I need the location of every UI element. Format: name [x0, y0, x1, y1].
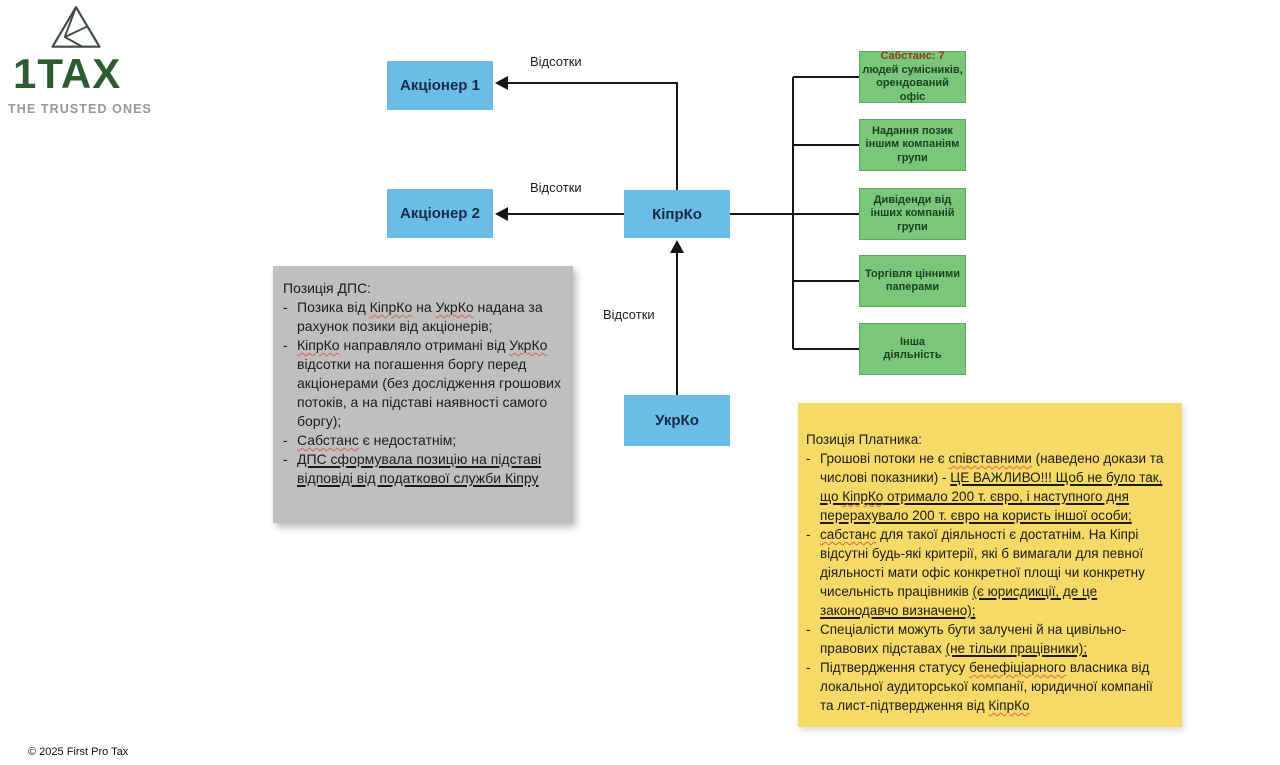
- note-payer-position: [798, 403, 1182, 727]
- arrowhead-to-shareholder2: [495, 207, 508, 221]
- note-dps-bullets: [283, 298, 567, 488]
- dps-bullet: - Сабстанс є недостатнім;: [283, 431, 567, 450]
- brand-name: 1TAX: [13, 50, 122, 97]
- edge-label-interest-middle: Відсотки: [530, 180, 582, 195]
- payer-bullet: - сабстанс для такої діяльності є достатнім. На Кіпрі відсутні будь-які критерії, які б вимагали для певної діяльності мати офіс конкретної площі чи конкретну чисельність працівників (є юрисдикції, де це законодавчо визначено);: [806, 525, 1170, 620]
- node-cyprusco: [624, 190, 730, 238]
- activity-substance-label: Сабстанс: 7 людей сумісників, орендований офіс: [862, 50, 963, 103]
- note-dps-position: [273, 266, 573, 523]
- activity-securities-label: Торгівля цінними паперами: [865, 267, 960, 293]
- dps-bullet: - КіпрКо направляло отримані від УкрКо відсотки на погашення боргу перед акціонерами (без дослідження грошових потоків, а на підставі наявності самого боргу);: [283, 336, 567, 431]
- activity-loans-label: Надання позик іншим компаніям групи: [865, 124, 960, 164]
- node-shareholder1: [387, 61, 493, 110]
- arrowhead-to-shareholder1: [495, 76, 508, 90]
- note-payer-title: Позиція Платника:: [806, 432, 923, 447]
- activity-dividends-label: Дивіденди від інших компаній групи: [870, 193, 955, 233]
- activity-other-label: Інша діяльність: [883, 335, 942, 361]
- bullet-dash: [806, 449, 820, 525]
- edge-label-interest-top: Відсотки: [530, 54, 582, 69]
- bullet-dash: [283, 298, 297, 336]
- node-ukrco: [624, 395, 730, 446]
- bullet-dash: [283, 336, 297, 431]
- dps-bullet: - Позика від КіпрКо на УкрКо надана за рахунок позики від акціонерів;: [283, 298, 567, 336]
- edge-label-interest-vertical: Відсотки: [603, 307, 655, 322]
- node-ukrco-label: УкрКо: [655, 412, 699, 429]
- note-dps-title: Позиція ДПС:: [283, 280, 372, 296]
- bullet-dash: [806, 525, 820, 620]
- dps-bullet: - ДПС сформувала позицію на підставі відповіді від податкової служби Кіпру: [283, 450, 567, 488]
- activity-securities: [859, 255, 966, 307]
- payer-bullet: - Спеціалісти можуть бути залучені й на цивільно-правових підставах (не тільки працівники);: [806, 620, 1170, 658]
- triangle-logo-icon: [49, 4, 103, 51]
- activity-substance: [859, 51, 966, 103]
- brand-tagline: THE TRUSTED ONES: [8, 102, 152, 116]
- note-payer-bullets: [806, 449, 1170, 715]
- bullet-dash: [806, 658, 820, 715]
- node-shareholder2: [387, 189, 493, 238]
- node-shareholder1-label: Акціонер 1: [400, 77, 480, 94]
- activity-other: [859, 323, 966, 375]
- bullet-dash: [283, 431, 297, 450]
- bullet-dash: [806, 620, 820, 658]
- node-cyprusco-label: КіпрКо: [652, 205, 702, 223]
- arrowhead-to-kiprko: [670, 240, 684, 253]
- activity-loans: [859, 119, 966, 171]
- payer-bullet: - Грошові потоки не є співставними (наведено докази та числові показники) - ЦЕ ВАЖЛИВО!!! Щоб не було так, що КіпрКо отримало 200 т. євро, і наступного дня перерахувало 200 т. євро на користь іншої особи;: [806, 449, 1170, 525]
- activity-dividends: [859, 188, 966, 240]
- bullet-dash: [283, 450, 297, 488]
- payer-bullet: - Підтвердження статусу бенефіціарного власника від локальної аудиторської компанії, юридичної компанії та лист-підтвердження від КіпрКо: [806, 658, 1170, 715]
- copyright-text: © 2025 First Pro Tax: [28, 746, 129, 758]
- node-shareholder2-label: Акціонер 2: [400, 205, 480, 222]
